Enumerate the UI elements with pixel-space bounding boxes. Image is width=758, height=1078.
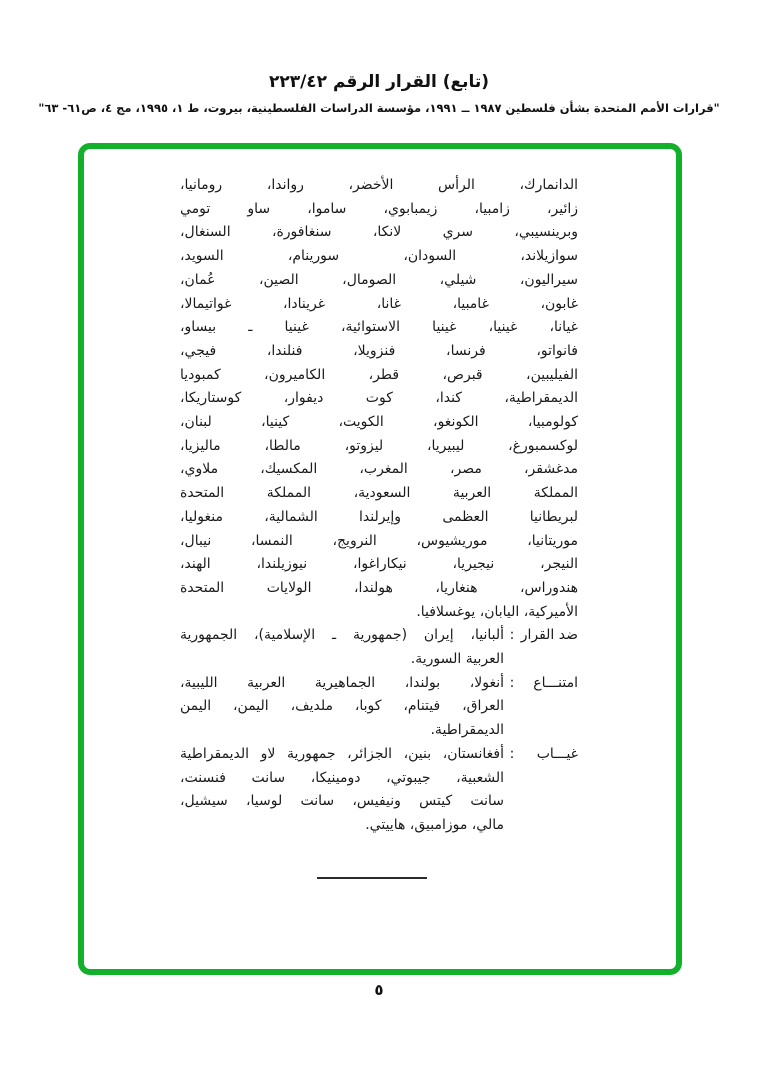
vote-abstain-line-last: الديمقراطية.: [430, 722, 504, 739]
section-absent: [180, 743, 578, 838]
vote-with-line: لوكسمبورغ، ليبيريا، ليزوتو، مالطا، ماليزيا،: [180, 437, 578, 454]
vote-with-line: فانواتو، فرنسا، فنزويلا، فنلندا، فيجي،: [180, 342, 578, 359]
source-citation: "قرارات الأمم المتحدة بشأن فلسطين ١٩٨٧ ــ ١٩٩١، مؤسسة الدراسات الفلسطينية، بيروت، ط ١، ١٩٩٥، مج ٤، ص٦١- ٦٣": [38, 101, 720, 115]
vote-with-line: الدانمارك، الرأس الأخضر، رواندا، رومانيا،: [180, 177, 578, 193]
section-absent-body: [180, 743, 504, 838]
section-abstain: [180, 672, 578, 743]
vote-with-line: الديمقراطية، كندا، كوت ديفوار، كوستاريكا،: [180, 390, 578, 407]
section-against-label: ضد القرار: [520, 627, 578, 644]
section-absent-label: غيـــاب: [536, 745, 578, 762]
vote-with-line: هندوراس، هنغاريا، هولندا، الولايات المتحدة: [180, 579, 578, 596]
vote-abstain-line: العراق، فيتنام، كوبا، ملديف، اليمن، اليمن: [180, 698, 504, 715]
vote-with-line: موريتانيا، موريشيوس، النرويج، النمسا، نيبال،: [180, 532, 578, 549]
separator-rule: [317, 877, 427, 879]
section-separator: :: [509, 627, 515, 644]
vote-absent-line: أفغانستان، بنين، الجزائر، جمهورية لاو الديمقراطية: [180, 745, 504, 762]
vote-with-line: وبرينسيبي، سري لانكا، سنغافورة، السنغال،: [180, 224, 578, 241]
vote-with-line: لبريطانيا العظمى وإيرلندا الشمالية، منغوليا،: [180, 508, 578, 525]
page-number: ٥: [374, 981, 384, 999]
vote-with-line: سيراليون، شيلي، الصومال، الصين، عُمان،: [180, 271, 578, 288]
vote-absent-line-last: مالي، موزامبيق، هاييتي.: [365, 816, 504, 833]
vote-abstain-line: أنغولا، بولندا، الجماهيرية العربية الليبية،: [180, 674, 504, 691]
vote-with-line: غيانا، غينيا، غينيا الاستوائية، غينيا ـ بيساو،: [180, 319, 578, 336]
vote-against-line: ألبانيا، إيران (جمهورية ـ الإسلامية)، الجمهورية: [180, 627, 504, 644]
vote-with-line: المملكة العربية السعودية، المملكة المتحدة: [180, 485, 578, 502]
vote-with-line: غابون، غامبيا، غانا، غرينادا، غواتيمالا،: [180, 295, 578, 312]
section-abstain-body: [180, 672, 504, 743]
vote-with-line: سوازيلاند، السودان، سورينام، السويد،: [180, 248, 578, 265]
vote-with-line: كولومبيا، الكونغو، الكويت، كينيا، لبنان،: [180, 414, 578, 431]
vote-with-line: زائير، زامبيا، زيمبابوي، ساموا، ساو تومي: [180, 200, 578, 217]
section-against-body: [180, 624, 504, 671]
page-title: (تابع) القرار الرقم ٢٢٣/٤٢: [268, 72, 490, 92]
section-abstain-label: امتنـــاع: [533, 674, 578, 691]
vote-absent-line: سانت كيتس ونيفيس، سانت لوسيا، سيشيل،: [180, 793, 504, 810]
vote-against-line-last: العربية السورية.: [410, 651, 504, 668]
vote-with-line-last: الأميركية، اليابان، يوغسلافيا.: [416, 603, 578, 620]
vote-with-line: مدغشقر، مصر، المغرب، المكسيك، ملاوي،: [180, 461, 578, 478]
section-separator: :: [509, 745, 515, 762]
section-against: [180, 624, 578, 671]
section-separator: :: [509, 674, 515, 691]
vote-with-line: الفيليبين، قبرص، قطر، الكاميرون، كمبوديا: [180, 366, 578, 383]
vote-absent-line: الشعبية، جيبوتي، دومينيكا، سانت فنسنت،: [180, 769, 504, 786]
vote-record-text: [180, 174, 578, 838]
vote-with-line: النيجر، نيجيريا، نيكاراغوا، نيوزيلندا، الهند،: [180, 556, 578, 573]
